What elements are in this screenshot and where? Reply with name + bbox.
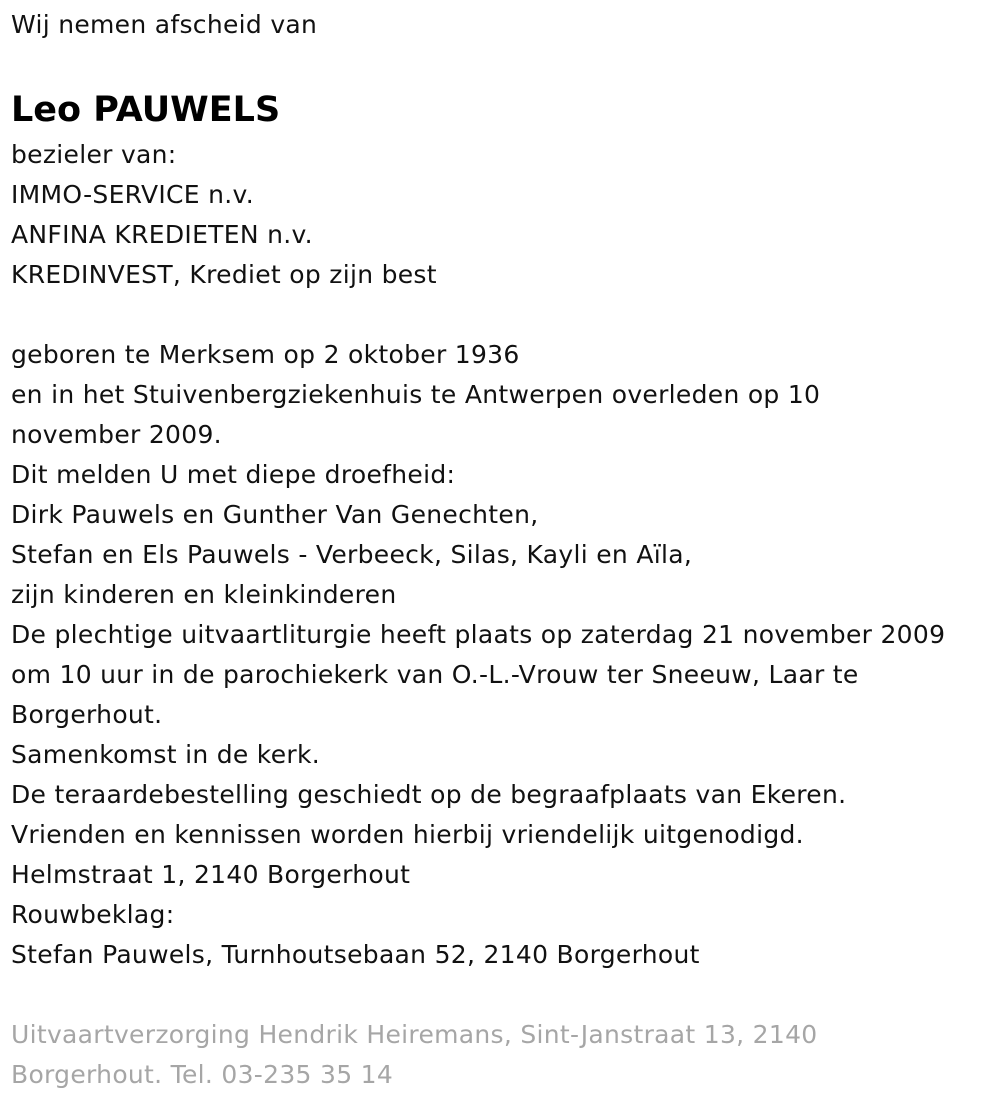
notice-body — [11, 335, 996, 975]
role-line: ANFINA KREDIETEN n.v. — [11, 220, 313, 249]
funeral-director-footer — [11, 1015, 996, 1095]
spacer — [11, 295, 996, 335]
body-line: De plechtige uitvaartliturgie heeft plaats op zaterdag 21 november 2009 — [11, 620, 946, 649]
roles-list — [11, 135, 996, 295]
body-line: Dit melden U met diepe droefheid: — [11, 460, 456, 489]
body-line: geboren te Merksem op 2 oktober 1936 — [11, 340, 520, 369]
role-line: bezieler van: — [11, 140, 177, 169]
body-line: De teraardebestelling geschiedt op de begraafplaats van Ekeren. — [11, 780, 847, 809]
body-line: en in het Stuivenbergziekenhuis te Antwerpen overleden op 10 — [11, 380, 821, 409]
deceased-last-name: PAUWELS — [93, 90, 281, 130]
body-line: Stefan Pauwels, Turnhoutsebaan 52, 2140 Borgerhout — [11, 940, 700, 969]
footer-line: Borgerhout. Tel. 03-235 35 14 — [11, 1060, 394, 1089]
body-line: Dirk Pauwels en Gunther Van Genechten, — [11, 500, 539, 529]
body-line: november 2009. — [11, 420, 222, 449]
body-line: Samenkomst in de kerk. — [11, 740, 320, 769]
role-line: KREDINVEST, Krediet op zijn best — [11, 260, 437, 289]
footer-line: Uitvaartverzorging Hendrik Heiremans, Sint-Janstraat 13, 2140 — [11, 1020, 818, 1049]
body-line: zijn kinderen en kleinkinderen — [11, 580, 397, 609]
body-line: Borgerhout. — [11, 700, 163, 729]
body-line: Stefan en Els Pauwels - Verbeeck, Silas, Kayli en Aïla, — [11, 540, 693, 569]
deceased-name — [11, 85, 996, 135]
body-line: Vrienden en kennissen worden hierbij vriendelijk uitgenodigd. — [11, 820, 804, 849]
role-line: IMMO-SERVICE n.v. — [11, 180, 254, 209]
body-line: Rouwbeklag: — [11, 900, 175, 929]
body-line: Helmstraat 1, 2140 Borgerhout — [11, 860, 411, 889]
body-line: om 10 uur in de parochiekerk van O.-L.-Vrouw ter Sneeuw, Laar te — [11, 660, 859, 689]
deceased-first-name: Leo — [11, 90, 94, 130]
obituary-notice — [11, 0, 996, 1095]
intro-text: Wij nemen afscheid van — [11, 10, 318, 39]
